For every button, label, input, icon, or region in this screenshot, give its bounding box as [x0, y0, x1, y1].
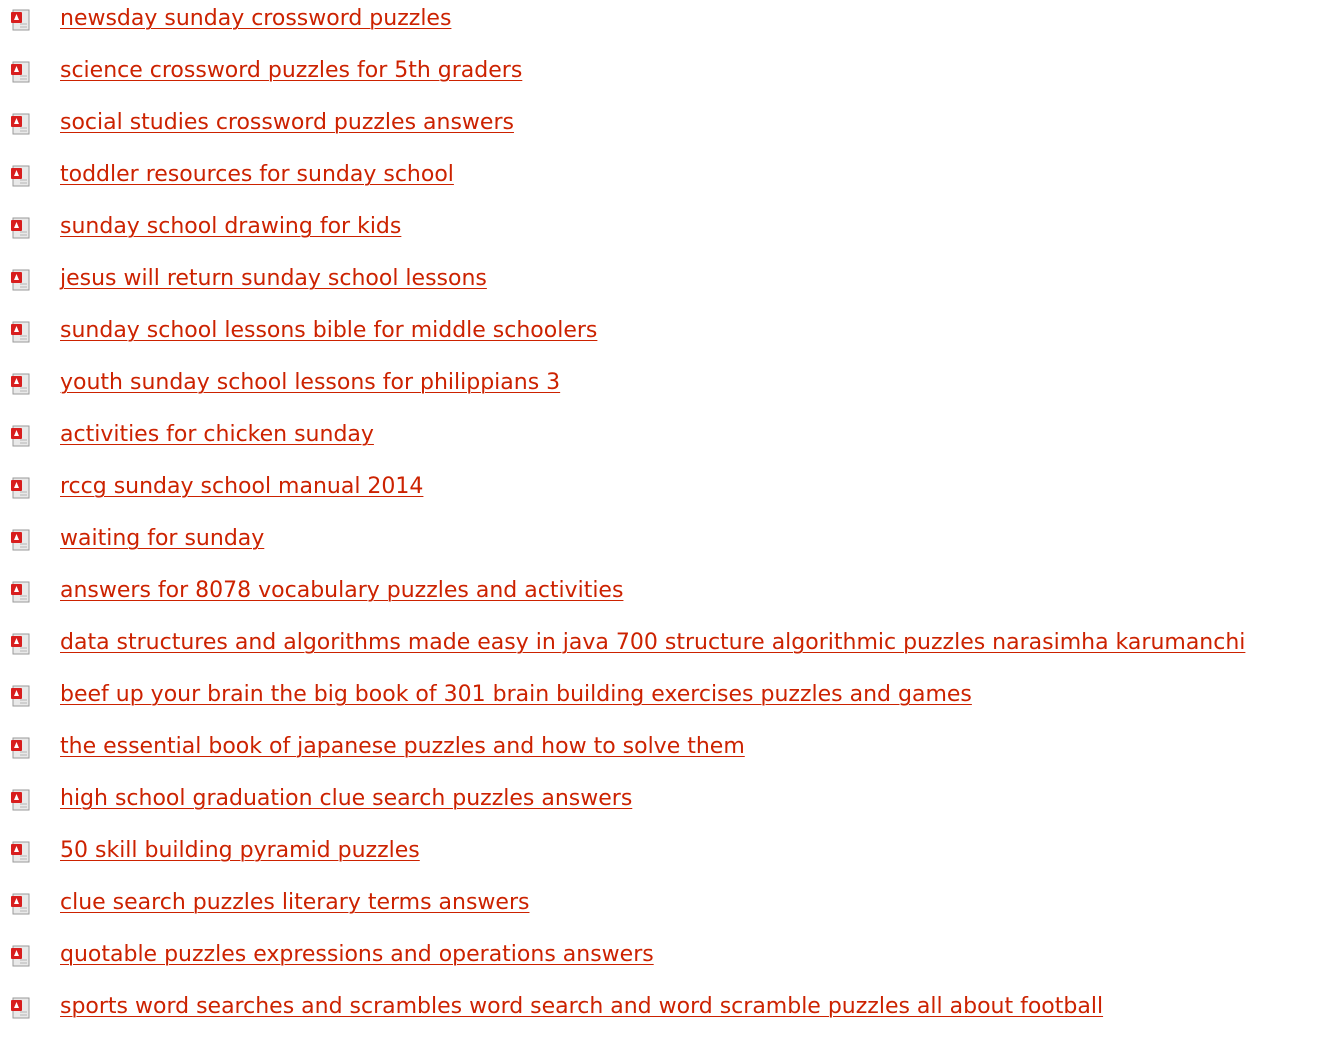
pdf-document-icon [10, 373, 32, 395]
document-link[interactable]: clue search puzzles literary terms answers [60, 890, 530, 915]
document-link[interactable]: high school graduation clue search puzzles answers [60, 786, 633, 811]
pdf-document-icon [10, 9, 32, 31]
document-link[interactable]: sports word searches and scrambles word search and word scramble puzzles all about football [60, 994, 1104, 1019]
pdf-document-icon [10, 737, 32, 759]
pdf-document-icon [10, 165, 32, 187]
document-link[interactable]: sunday school lessons bible for middle schoolers [60, 318, 598, 343]
pdf-document-icon [10, 425, 32, 447]
pdf-document-icon [10, 321, 32, 343]
document-link[interactable]: the essential book of japanese puzzles and how to solve them [60, 734, 745, 759]
pdf-document-icon [10, 633, 32, 655]
document-link[interactable]: sunday school drawing for kids [60, 214, 402, 239]
document-link[interactable]: 50 skill building pyramid puzzles [60, 838, 420, 863]
document-link[interactable]: social studies crossword puzzles answers [60, 110, 514, 135]
document-link[interactable]: waiting for sunday [60, 526, 265, 551]
document-link[interactable]: answers for 8078 vocabulary puzzles and activities [60, 578, 624, 603]
pdf-document-icon [10, 841, 32, 863]
pdf-document-icon [10, 113, 32, 135]
pdf-document-icon [10, 581, 32, 603]
document-link[interactable]: newsday sunday crossword puzzles [60, 6, 452, 31]
document-link[interactable]: science crossword puzzles for 5th graders [60, 58, 523, 83]
document-link[interactable]: rccg sunday school manual 2014 [60, 474, 424, 499]
pdf-document-icon [10, 477, 32, 499]
pdf-document-icon [10, 945, 32, 967]
pdf-document-icon [10, 997, 32, 1019]
pdf-document-icon [10, 789, 32, 811]
document-link[interactable]: toddler resources for sunday school [60, 162, 454, 187]
document-link[interactable]: quotable puzzles expressions and operations answers [60, 942, 654, 967]
pdf-document-icon [10, 269, 32, 291]
pdf-document-icon [10, 217, 32, 239]
document-link[interactable]: beef up your brain the big book of 301 brain building exercises puzzles and games [60, 682, 972, 707]
document-link[interactable]: activities for chicken sunday [60, 422, 374, 447]
document-link[interactable]: youth sunday school lessons for philippians 3 [60, 370, 561, 395]
pdf-document-icon [10, 893, 32, 915]
document-link[interactable]: jesus will return sunday school lessons [60, 266, 487, 291]
pdf-document-icon [10, 529, 32, 551]
pdf-document-icon [10, 61, 32, 83]
pdf-document-icon [10, 685, 32, 707]
document-link[interactable]: data structures and algorithms made easy in java 700 structure algorithmic puzzles narasimha karumanchi [60, 630, 1246, 655]
